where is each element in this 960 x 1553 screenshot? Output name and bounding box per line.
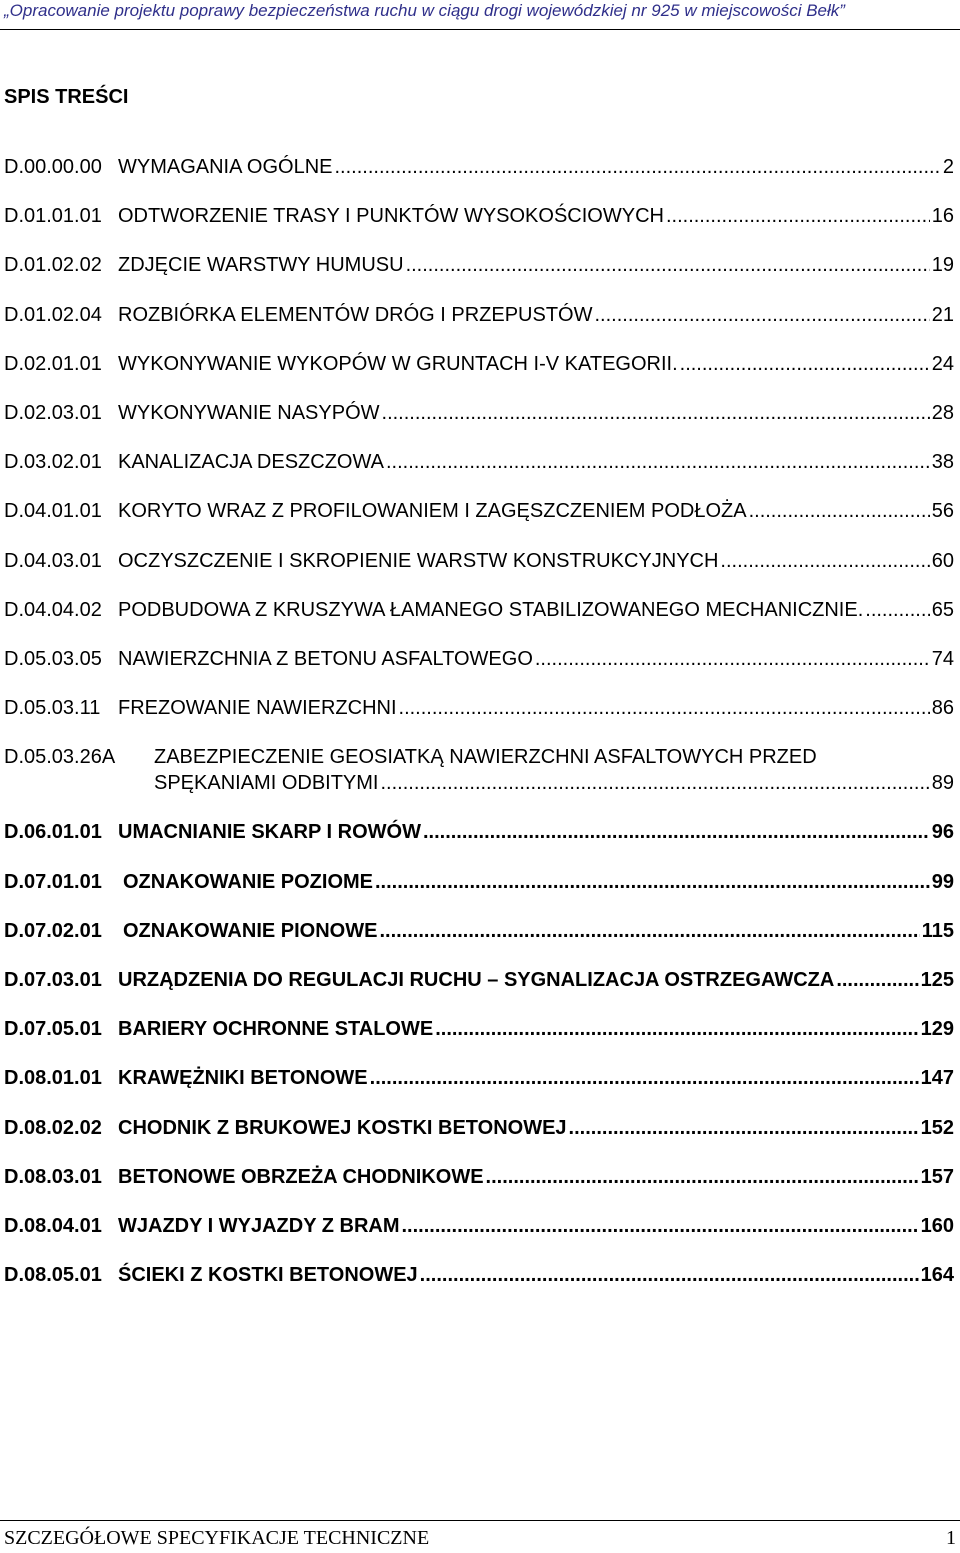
toc-page: 19 <box>931 254 954 277</box>
toc-leader <box>749 498 930 524</box>
toc-entry[interactable] <box>4 869 954 895</box>
toc-page: 38 <box>931 451 954 474</box>
toc-label: URZĄDZENIA DO REGULACJI RUCHU – SYGNALIZACJA OSTRZEGAWCZA <box>118 969 835 991</box>
toc-leader <box>375 869 930 895</box>
toc-page: 147 <box>920 1067 954 1090</box>
toc-leader <box>836 967 918 993</box>
toc-label: WYKONYWANIE WYKOPÓW W GRUNTACH I-V KATEGORII. <box>118 352 678 375</box>
toc-leader <box>420 1262 919 1288</box>
toc-code: D.07.02.01 <box>4 919 102 942</box>
toc-entry[interactable] <box>4 252 954 278</box>
toc-label: FREZOWANIE NAWIERZCHNI <box>118 697 397 720</box>
toc-page: 157 <box>920 1165 954 1188</box>
running-header: „Opracowanie projektu poprawy bezpieczeństwa ruchu w ciągu drogi wojewódzkiej nr 925 w miejscowości Bełk” <box>0 0 960 30</box>
toc-entry[interactable] <box>4 351 954 377</box>
toc-leader <box>423 819 930 845</box>
toc-code: D.08.04.01 <box>4 1214 102 1237</box>
footer-title: SZCZEGÓŁOWE SPECYFIKACJE TECHNICZNE <box>4 1527 430 1549</box>
toc-entry[interactable] <box>4 819 954 845</box>
toc-entry[interactable] <box>4 302 954 328</box>
toc-page: 74 <box>931 647 954 670</box>
toc-entry[interactable] <box>4 498 954 524</box>
toc-page: 24 <box>931 352 954 375</box>
toc-label: WYMAGANIA OGÓLNE <box>118 156 333 178</box>
toc-entry[interactable] <box>4 744 954 796</box>
toc-page: 160 <box>920 1214 954 1237</box>
toc-entry[interactable] <box>4 918 954 944</box>
toc-label: UMACNIANIE SKARP I ROWÓW <box>118 821 421 844</box>
toc-page: 16 <box>931 205 954 228</box>
toc-leader <box>865 597 929 623</box>
toc-code: D.01.02.04 <box>4 303 102 326</box>
toc-leader <box>569 1115 919 1141</box>
toc-code: D.08.02.02 <box>4 1116 102 1139</box>
toc-code: D.03.02.01 <box>4 451 102 474</box>
toc-entry[interactable] <box>4 1262 954 1288</box>
toc-code: D.05.03.26A <box>4 746 116 769</box>
toc-leader <box>594 302 929 328</box>
toc-code: D.08.01.01 <box>4 1067 102 1090</box>
toc-leader <box>379 918 919 944</box>
toc-label: CHODNIK Z BRUKOWEJ KOSTKI BETONOWEJ <box>118 1116 567 1139</box>
toc-code: D.01.02.02 <box>4 254 102 277</box>
toc-page: 28 <box>931 401 954 424</box>
toc-label: WYKONYWANIE NASYPÓW <box>118 401 380 424</box>
toc-entry[interactable] <box>4 203 954 229</box>
toc-code: D.08.05.01 <box>4 1264 102 1287</box>
toc-leader <box>720 548 929 574</box>
toc-entry[interactable] <box>4 1016 954 1042</box>
toc-label: ŚCIEKI Z KOSTKI BETONOWEJ <box>118 1264 418 1287</box>
toc-entry[interactable] <box>4 1115 954 1141</box>
toc-code: D.01.01.01 <box>4 205 102 228</box>
toc-label: ROZBIÓRKA ELEMENTÓW DRÓG I PRZEPUSTÓW <box>118 303 593 326</box>
toc-label: ZABEZPIECZENIE GEOSIATKĄ NAWIERZCHNI ASFALTOWYCH PRZED <box>154 746 817 769</box>
toc-entry[interactable] <box>4 400 954 426</box>
toc-code: D.02.01.01 <box>4 352 102 375</box>
toc-label: NAWIERZCHNIA Z BETONU ASFALTOWEGO <box>118 647 533 670</box>
page-footer <box>0 1520 960 1550</box>
toc-label: BARIERY OCHRONNE STALOWE <box>118 1018 434 1041</box>
toc-page: 125 <box>920 969 954 991</box>
toc-label: PODBUDOWA Z KRUSZYWA ŁAMANEGO STABILIZOWANEGO MECHANICZNIE. <box>118 598 864 621</box>
toc-code: D.07.03.01 <box>4 969 102 991</box>
toc-entry[interactable] <box>4 695 954 721</box>
toc-leader <box>334 154 940 180</box>
toc-code: D.00.00.00 <box>4 156 102 178</box>
toc-page: 21 <box>931 303 954 326</box>
toc-label: ZDJĘCIE WARSTWY HUMUSU <box>118 254 404 277</box>
toc-label: OZNAKOWANIE PIONOWE <box>123 919 378 942</box>
toc-code: D.08.03.01 <box>4 1165 102 1188</box>
toc-leader <box>380 770 929 796</box>
toc-label: OCZYSZCZENIE I SKROPIENIE WARSTW KONSTRUKCYJNYCH <box>118 549 719 572</box>
toc-code: D.07.01.01 <box>4 870 102 893</box>
toc-code: D.02.03.01 <box>4 401 102 424</box>
toc-page: 164 <box>920 1264 954 1287</box>
toc-code: D.04.03.01 <box>4 549 102 572</box>
toc-code: D.05.03.11 <box>4 697 101 720</box>
toc-page: 152 <box>920 1116 954 1139</box>
toc-label: ODTWORZENIE TRASY I PUNKTÓW WYSOKOŚCIOWYCH <box>118 205 664 228</box>
toc-page: 115 <box>921 919 954 942</box>
toc-leader <box>666 203 930 229</box>
toc-leader <box>382 400 930 426</box>
toc-page: 60 <box>931 549 954 572</box>
toc-page: 89 <box>931 772 954 795</box>
toc-page: 65 <box>931 598 954 621</box>
toc-code: D.07.05.01 <box>4 1018 102 1041</box>
toc-page: 2 <box>942 156 954 178</box>
toc-label: KORYTO WRAZ Z PROFILOWANIEM I ZAGĘSZCZENIEM PODŁOŻA <box>118 500 747 523</box>
toc-leader <box>406 252 930 278</box>
table-of-contents <box>4 154 954 1311</box>
toc-code: D.05.03.05 <box>4 647 102 670</box>
toc-leader <box>535 646 930 672</box>
toc-entry[interactable] <box>4 154 954 180</box>
toc-page: 86 <box>931 697 954 720</box>
toc-leader <box>370 1065 919 1091</box>
toc-entry[interactable] <box>4 1065 954 1091</box>
toc-code: D.04.01.01 <box>4 500 102 523</box>
toc-entry[interactable] <box>4 449 954 475</box>
toc-label: OZNAKOWANIE POZIOME <box>123 870 373 893</box>
toc-entry[interactable] <box>4 597 954 623</box>
toc-page: 56 <box>931 500 954 523</box>
toc-page: 96 <box>931 821 954 844</box>
toc-entry[interactable] <box>4 1213 954 1239</box>
toc-leader <box>399 695 930 721</box>
toc-entry[interactable] <box>4 548 954 574</box>
toc-leader <box>680 351 930 377</box>
toc-label: KRAWĘŻNIKI BETONOWE <box>118 1067 368 1090</box>
toc-title: SPIS TREŚCI <box>4 86 129 108</box>
toc-label: WJAZDY I WYJAZDY Z BRAM <box>118 1214 400 1237</box>
toc-entry[interactable] <box>4 967 954 993</box>
toc-code: D.06.01.01 <box>4 821 102 844</box>
toc-entry[interactable] <box>4 646 954 672</box>
toc-page: 129 <box>920 1018 954 1041</box>
toc-label-continued: SPĘKANIAMI ODBITYMI <box>154 772 379 795</box>
toc-page: 99 <box>931 870 954 893</box>
toc-code: D.04.04.02 <box>4 598 102 621</box>
toc-leader <box>435 1016 918 1042</box>
page-number: 1 <box>946 1527 956 1549</box>
toc-leader <box>486 1164 919 1190</box>
toc-leader <box>386 449 930 475</box>
toc-label: BETONOWE OBRZEŻA CHODNIKOWE <box>118 1165 484 1188</box>
toc-leader <box>402 1213 919 1239</box>
toc-label: KANALIZACJA DESZCZOWA <box>118 451 384 474</box>
toc-entry[interactable] <box>4 1164 954 1190</box>
